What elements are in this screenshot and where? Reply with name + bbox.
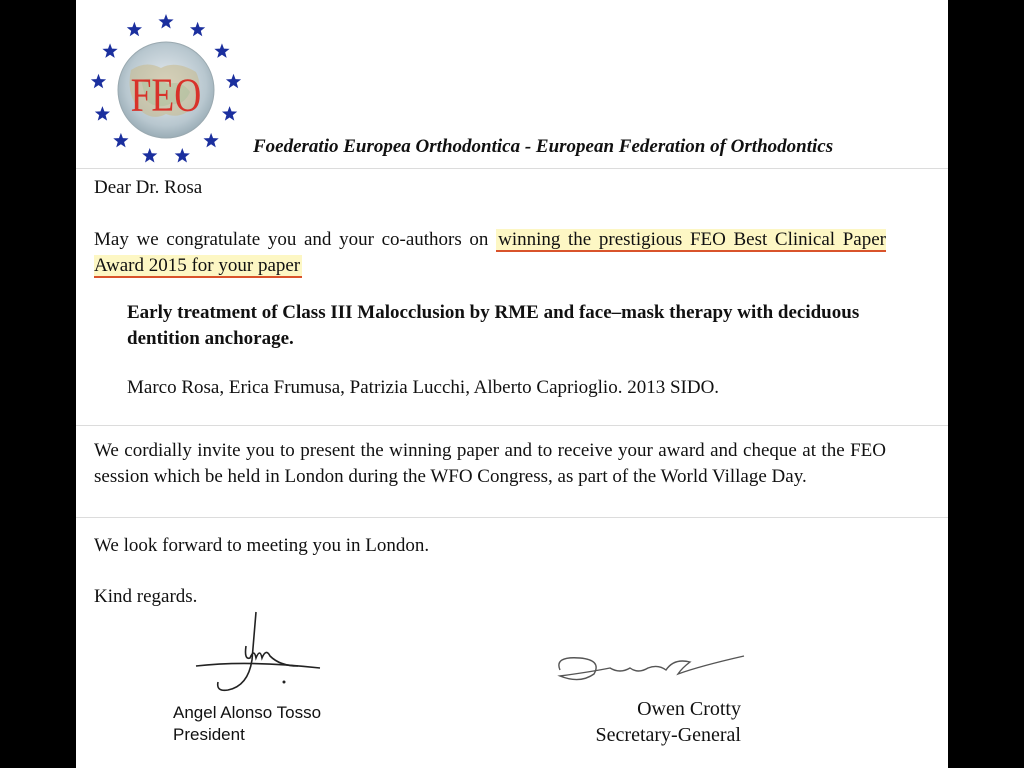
- president-title: President: [173, 725, 245, 744]
- logo-star: [203, 133, 218, 147]
- logo-star: [214, 43, 229, 57]
- look-forward-line: We look forward to meeting you in London.: [94, 535, 430, 556]
- president-name: Angel Alonso Tosso: [173, 703, 322, 722]
- logo-star: [222, 106, 237, 120]
- salutation: Dear Dr. Rosa: [94, 177, 203, 198]
- president-signature: [188, 608, 328, 698]
- congratulation-paragraph: [94, 227, 886, 279]
- logo-star: [102, 43, 117, 57]
- logo-star: [190, 22, 205, 36]
- divider: [76, 168, 948, 169]
- logo-star: [158, 14, 173, 28]
- invitation-paragraph: We cordially invite you to present the winning paper and to receive your award and cheque at the FEO session which be held in London during the WFO Congress, as part of the World Village Day.: [94, 440, 886, 487]
- logo-star: [91, 74, 106, 88]
- logo-star: [175, 148, 190, 162]
- paper-authors: Marco Rosa, Erica Frumusa, Patrizia Lucchi, Alberto Caprioglio. 2013 SIDO.: [127, 377, 720, 398]
- paper-title: Early treatment of Class III Malocclusion by RME and face–mask therapy with deciduous dentition anchorage.: [127, 302, 860, 349]
- secretary-block: [596, 696, 741, 748]
- award-highlight: winning the prestigious FEO Best Clinical Paper Award 2015 for your paper: [94, 229, 886, 276]
- logo-star: [113, 133, 128, 147]
- congrats-text: May we congratulate you and your co-authors on: [94, 229, 497, 250]
- closing: Kind regards.: [94, 586, 198, 607]
- secretary-signature: [550, 648, 750, 688]
- organization-line: Foederatio Europea Orthodontica - European Federation of Orthodontics: [253, 136, 834, 157]
- logo-star: [127, 22, 142, 36]
- logo-star: [142, 148, 157, 162]
- secretary-title: Secretary-General: [595, 724, 741, 746]
- logo-text: FEO: [130, 69, 202, 123]
- logo-star: [226, 74, 241, 88]
- divider: [76, 425, 948, 426]
- logo-star: [95, 106, 110, 120]
- divider: [76, 517, 948, 518]
- letter-page: [76, 0, 948, 768]
- feo-logo: [86, 10, 246, 170]
- president-block: [173, 702, 321, 746]
- secretary-name: Owen Crotty: [637, 698, 741, 720]
